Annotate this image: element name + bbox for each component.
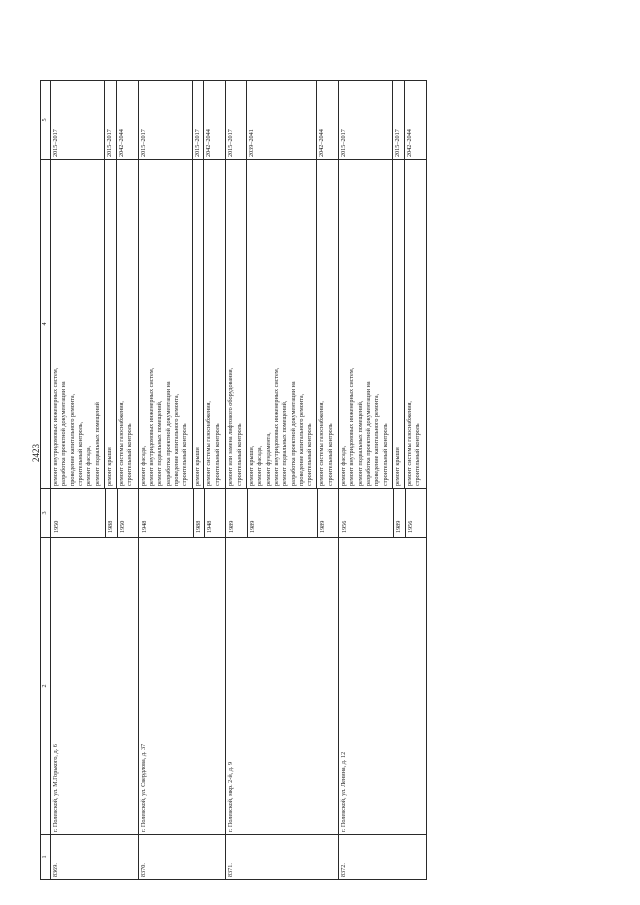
commission-year: 1948 — [204, 489, 224, 537]
work-item: ремонт системы газоснабжения, — [405, 401, 413, 486]
repair-period: 2015–2017 — [227, 129, 235, 157]
work-item: разработка проектной документации на — [164, 381, 172, 486]
table-row — [338, 81, 426, 880]
work-item: строительный контроль — [181, 423, 189, 486]
row-number: 8370. — [138, 835, 226, 880]
works-cell — [51, 160, 139, 489]
work-item: строительный контроль, — [77, 421, 85, 486]
commission-year: 1989 — [247, 489, 317, 537]
period-cell — [338, 81, 426, 160]
header-col-5: 5 — [41, 81, 51, 160]
works-cell — [338, 160, 426, 489]
works-list — [392, 160, 403, 488]
work-item: проведение капитального ремонта, — [373, 393, 381, 486]
work-item: ремонт подвальных помещений, — [156, 400, 164, 486]
works-list — [339, 160, 392, 488]
work-item: строительный контроль — [213, 423, 221, 486]
works-list — [316, 160, 336, 488]
work-item: строительный контроль — [126, 423, 134, 486]
works-cell — [226, 160, 339, 489]
work-item: ремонт системы газоснабжения, — [117, 401, 125, 486]
year-cell — [226, 489, 339, 538]
commission-year: 1988 — [193, 489, 204, 537]
commission-year: 1989 — [393, 489, 404, 537]
year-cell — [138, 489, 226, 538]
commission-year: 1988 — [105, 489, 116, 537]
row-address: г. Полевской, ул. Свердлова, д. 37 — [138, 538, 226, 835]
works-list — [104, 160, 115, 488]
row-address: г. Полевской, ул. Ленина, д. 12 — [338, 538, 426, 835]
work-item: ремонт внутридомовых инженерных систем, — [147, 367, 155, 486]
works-list — [246, 160, 316, 488]
repair-period: 2015–2017 — [104, 81, 115, 159]
repair-schedule-table — [40, 80, 427, 880]
works-list — [139, 160, 192, 488]
commission-year: 1950 — [117, 489, 137, 537]
work-item: ремонт системы газоснабжения, — [205, 401, 213, 486]
work-item: ремонт системы газоснабжения, — [318, 401, 326, 486]
year-cell — [338, 489, 426, 538]
work-item: ремонт фасада, — [85, 445, 93, 486]
table-row — [51, 81, 139, 880]
works-list — [51, 160, 104, 488]
work-item: проведение капитального ремонта, — [298, 393, 306, 486]
work-item: ремонт внутридомовых инженерных систем, — [348, 367, 356, 486]
work-item: строительный контроль — [381, 423, 389, 486]
work-item: ремонт или замена лифтового оборудования, — [227, 367, 235, 486]
table-row — [226, 81, 339, 880]
row-number: 8371. — [226, 835, 339, 880]
repair-period: 2042–2044 — [116, 81, 136, 159]
period-cell — [138, 81, 226, 160]
work-item: ремонт внутридомовых инженерных систем, — [52, 367, 59, 486]
repair-period: 2015–2017 — [52, 129, 59, 157]
commission-year: 1950 — [53, 520, 60, 533]
work-item: ремонт крыши — [106, 447, 114, 486]
repair-period: 2015–2017 — [392, 81, 403, 159]
period-cell — [51, 81, 139, 160]
works-cell — [138, 160, 226, 489]
work-item: ремонт крыши — [394, 447, 402, 486]
commission-year: 1989 — [228, 520, 236, 533]
work-item: ремонт фасада, — [339, 445, 347, 486]
works-list — [203, 160, 223, 488]
work-item: ремонт фасада, — [139, 445, 147, 486]
work-item: строительный контроль — [235, 423, 243, 486]
repair-period: 2015–2017 — [192, 81, 203, 159]
header-col-1: 1 — [41, 835, 51, 880]
work-item: ремонт крыши, — [247, 445, 255, 486]
rotated-table-container — [40, 80, 565, 880]
work-item: разработка проектной документации на — [289, 381, 297, 486]
table-body — [51, 81, 427, 880]
works-list — [116, 160, 136, 488]
work-item: ремонт крыши — [193, 447, 201, 486]
repair-period: 2039–2041 — [246, 81, 316, 159]
work-item: ремонт фундамента, — [264, 432, 272, 486]
works-list — [192, 160, 203, 488]
repair-period: 2042–2044 — [203, 81, 223, 159]
repair-period: 2042–2044 — [316, 81, 336, 159]
work-item: проведение капитального ремонта, — [68, 393, 76, 486]
header-row — [41, 81, 51, 880]
works-list — [226, 160, 246, 488]
commission-year: 1948 — [140, 520, 148, 533]
repair-period: 2042–2044 — [404, 81, 424, 159]
work-item: строительный контроль — [326, 423, 334, 486]
work-item: ремонт фасада, — [256, 445, 264, 486]
header-col-3: 3 — [41, 489, 51, 538]
work-item: строительный контроль — [414, 423, 422, 486]
row-number: 8369. — [51, 835, 139, 880]
work-item: ремонт подвальных помещений, — [281, 400, 289, 486]
repair-period: 2015–2017 — [139, 129, 147, 157]
year-cell — [51, 489, 139, 538]
row-number: 8372. — [338, 835, 426, 880]
work-item: ремонт внутридомовых инженерных систем, — [273, 367, 281, 486]
work-item: разработка проектной документации на — [60, 381, 68, 486]
work-item: ремонт подвальных помещений, — [356, 400, 364, 486]
header-col-4: 4 — [41, 160, 51, 489]
page-number: 2423 — [31, 444, 41, 462]
commission-year: 1956 — [340, 520, 348, 533]
row-address: г. Полевской, мкр. 2-й, д. 9 — [226, 538, 339, 835]
period-cell — [226, 81, 339, 160]
work-item: строительный контроль — [306, 423, 314, 486]
row-address: г. Полевской, ул. М.Горького, д. 6 — [51, 538, 139, 835]
work-item: проведение капитального ремонта, — [173, 393, 181, 486]
repair-period: 2015–2017 — [339, 129, 347, 157]
works-list — [404, 160, 424, 488]
work-item: ремонт подвальных помещений — [93, 402, 101, 486]
commission-year: 1989 — [317, 489, 337, 537]
work-item: разработка проектной документации на — [365, 381, 373, 486]
table-row — [138, 81, 226, 880]
header-col-2: 2 — [41, 538, 51, 835]
commission-year: 1956 — [405, 489, 425, 537]
